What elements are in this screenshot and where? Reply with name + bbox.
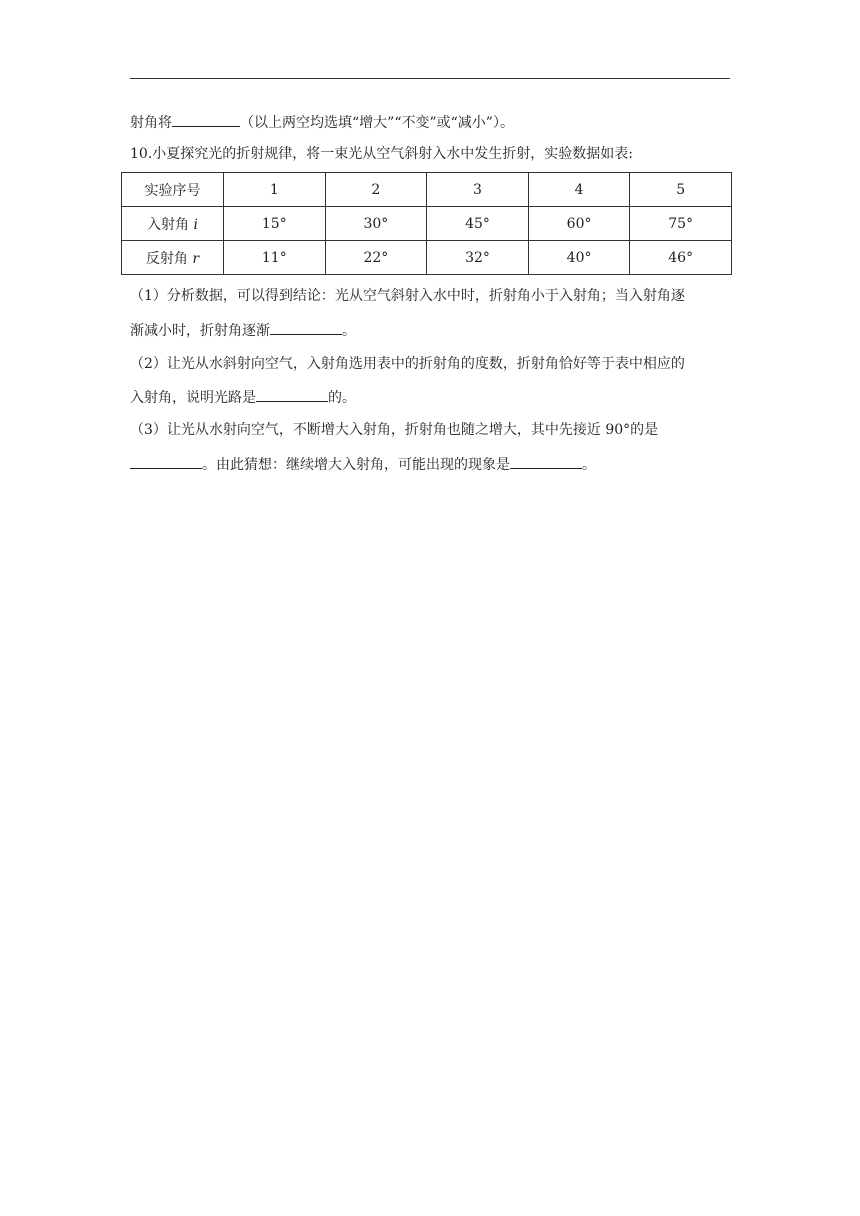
part-3-line-1: （3）让光从水射向空气，不断增大入射角，折射角也随之增大，其中先接近 90°的是 xyxy=(130,422,659,438)
answer-blank[interactable] xyxy=(130,454,202,469)
row-header-label: 入射角 xyxy=(147,216,190,233)
question-10-stem: 10.小夏探究光的折射规律，将一束光从空气斜射入水中发生折射，实验数据如表: xyxy=(130,146,633,162)
table-cell: 40° xyxy=(528,241,630,275)
part-2-line-1: （2）让光从水斜射向空气，入射角选用表中的折射角的度数，折射角恰好等于表中相应的 xyxy=(130,356,685,372)
answer-blank[interactable] xyxy=(256,387,328,402)
answer-blank[interactable] xyxy=(510,454,582,469)
table-cell: 30° xyxy=(325,207,427,241)
table-cell: 46° xyxy=(630,241,732,275)
table-cell: 4 xyxy=(528,173,630,207)
header-rule xyxy=(130,78,730,79)
table-cell: 75° xyxy=(630,207,732,241)
experiment-data-table xyxy=(121,172,732,275)
tail-suffix: （以上两空均选填“增大”“不变”或“减小”）。 xyxy=(240,115,514,131)
part-2-line-2 xyxy=(130,387,356,408)
part-1-line-2 xyxy=(130,320,356,341)
table-cell: 11° xyxy=(224,241,326,275)
part-2-suffix: 的。 xyxy=(328,390,356,406)
table-cell: 15° xyxy=(224,207,326,241)
tail-prefix: 射角将 xyxy=(130,115,172,131)
part-3-line-2 xyxy=(130,454,596,475)
part-1-suffix: 。 xyxy=(342,323,356,339)
previous-question-tail xyxy=(130,112,514,133)
table-cell: 3 xyxy=(427,173,529,207)
part-1-prefix: 渐减小时，折射角逐渐 xyxy=(130,323,270,339)
row-header-incidence xyxy=(122,207,224,241)
table-cell: 22° xyxy=(325,241,427,275)
table-row xyxy=(122,241,732,275)
row-header-label: 反射角 xyxy=(145,250,188,267)
answer-blank[interactable] xyxy=(270,320,342,335)
table-row xyxy=(122,207,732,241)
part-3-suffix: 。 xyxy=(582,457,596,473)
table-cell: 5 xyxy=(630,173,732,207)
table-cell: 45° xyxy=(427,207,529,241)
table-cell: 1 xyxy=(224,173,326,207)
symbol-i: i xyxy=(193,216,198,233)
table-cell: 60° xyxy=(528,207,630,241)
table-cell: 2 xyxy=(325,173,427,207)
table-cell: 32° xyxy=(427,241,529,275)
row-header-refraction xyxy=(122,241,224,275)
answer-blank[interactable] xyxy=(172,112,240,127)
table-row xyxy=(122,173,732,207)
part-3-middle: 。由此猜想：继续增大入射角，可能出现的现象是 xyxy=(202,457,510,473)
part-2-prefix: 入射角，说明光路是 xyxy=(130,390,256,406)
document-page xyxy=(130,0,730,1216)
row-header-trial: 实验序号 xyxy=(122,173,224,207)
symbol-r: r xyxy=(192,250,200,267)
part-1-line-1: （1）分析数据，可以得到结论：光从空气斜射入水中时，折射角小于入射角；当入射角逐 xyxy=(130,288,685,304)
